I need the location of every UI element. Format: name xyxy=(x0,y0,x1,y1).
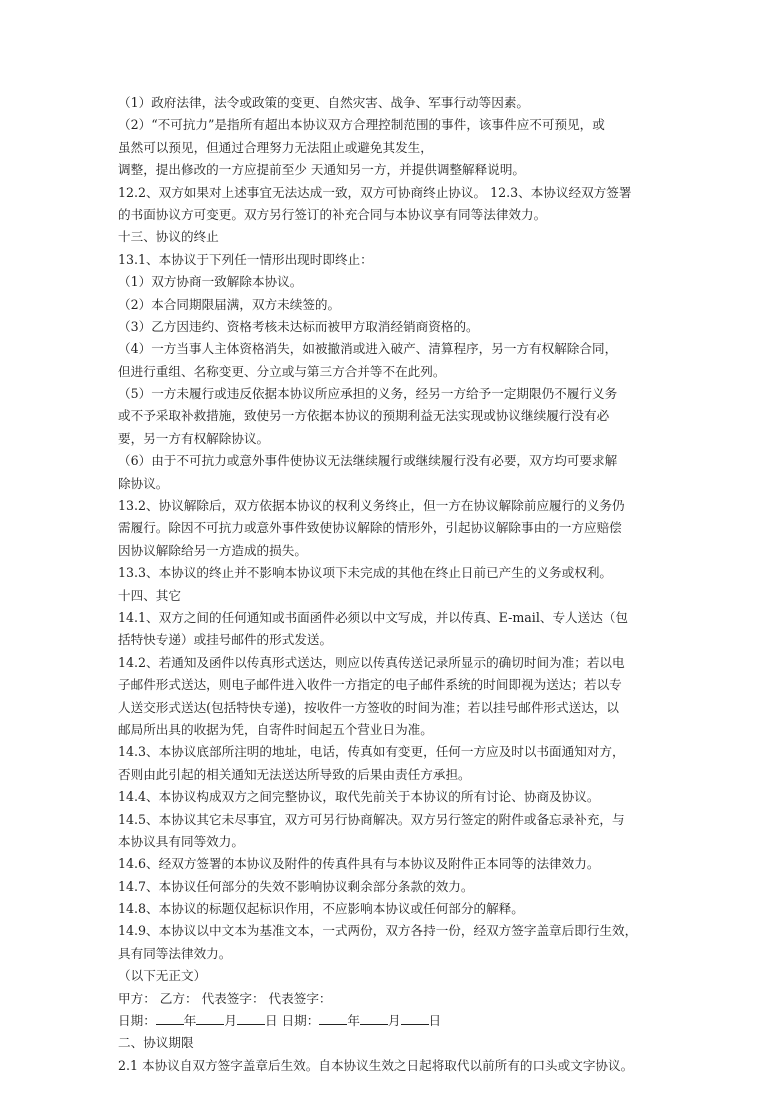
paragraph-line: 需履行。除因不可抗力或意外事件致使协议解除的情形外，引起协议解除事由的一方应赔偿 xyxy=(118,520,622,536)
paragraph-line: 邮局所出具的收据为凭，自寄件时间起五个营业日为准。 xyxy=(118,721,433,737)
paragraph-line: （1）双方协商一致解除本协议。 xyxy=(118,274,303,290)
paragraph-line: 14.1、双方之间的任何通知或书面函件必须以中文写成，并以传真、E-mail、专人送达（包 xyxy=(118,609,629,625)
paragraph-line: 14.7、本协议任何部分的失效不影响协议剩余部分条款的效力。 xyxy=(118,878,474,894)
document-body xyxy=(118,92,668,988)
paragraph-line: 具有同等法律效力。 xyxy=(118,945,232,961)
paragraph-line: （5）一方未履行或违反依据本协议所应承担的义务，经另一方给予一定期限仍不履行义务 xyxy=(118,386,618,402)
paragraph-line: 子邮件形式送达，则电子邮件进入收件一方指定的电子邮件系统的时间即视为送达；若以专 xyxy=(118,677,622,693)
paragraph-line: 14.2、若通知及函件以传真形式送达，则应以传真传送记录所显示的确切时间为准；若以电 xyxy=(118,654,625,670)
document-page xyxy=(118,92,668,1077)
year-blank-1 xyxy=(156,1011,184,1025)
day-label-2: 日 xyxy=(428,1013,442,1029)
paragraph-line: 2.1 本协议自双方签字盖章后生效。自本协议生效之日起将取代以前所有的口头或文字协议。 xyxy=(118,1057,634,1073)
year-label-2: 年 xyxy=(347,1013,360,1029)
month-label-2: 月 xyxy=(387,1013,401,1029)
paragraph-line: 十四、其它 xyxy=(118,587,181,603)
paragraph-line: 13.1、本协议于下列任一情形出现时即终止： xyxy=(118,251,373,267)
paragraph-line: （2）本合同期限届满，双方未续签的。 xyxy=(118,296,341,312)
signature-date-line xyxy=(118,1010,668,1032)
paragraph-line: 14.3、本协议底部所注明的地址，电话，传真如有变更，任何一方应及时以书面通知对方， xyxy=(118,744,625,760)
paragraph-line: （4）一方当事人主体资格消失，如被撤消或进入破产、清算程序，另一方有权解除合同， xyxy=(118,341,618,357)
day-label-1: 日 xyxy=(264,1013,278,1029)
year-blank-2 xyxy=(319,1011,347,1025)
signature-party-line: 甲方： 乙方： 代表签字： 代表签字： xyxy=(118,990,332,1006)
paragraph-line: 但进行重组、名称变更、分立或与第三方合并等不在此列。 xyxy=(118,363,446,379)
paragraph-line: 调整，提出修改的一方应提前至少 天通知另一方，并提供调整解释说明。 xyxy=(118,162,526,178)
paragraph-line: 人送交形式送达(包括特快专递)，按收件一方签收的时间为准；若以挂号邮件形式送达，以 xyxy=(118,699,619,715)
paragraph-line: 14.8、本协议的标题仅起标识作用，不应影响本协议或任何部分的解释。 xyxy=(118,901,524,917)
paragraph-line: 本协议具有同等效力。 xyxy=(118,833,244,849)
paragraph-line: 14.4、本协议构成双方之间完整协议，取代先前关于本协议的所有讨论、协商及协议。 xyxy=(118,789,600,805)
day-blank-2 xyxy=(401,1011,429,1025)
paragraph-line: （以下无正文） xyxy=(118,968,207,984)
year-label-1: 年 xyxy=(183,1013,197,1029)
paragraph-line: 14.9、本协议以中文本为基准文本，一式两份，双方各持一份，经双方签字盖章后即行生效， xyxy=(118,923,638,939)
paragraph-line: 13.3、本协议的终止并不影响本协议项下未完成的其他在终止日前已产生的义务或权利。 xyxy=(118,565,613,581)
paragraph-line: 除协议。 xyxy=(118,475,169,491)
paragraph-line: （3）乙方因违约、资格考核未达标而被甲方取消经销商资格的。 xyxy=(118,318,479,334)
paragraph-line: 的书面协议方可变更。双方另行签订的补充合同与本协议享有同等法律效力。 xyxy=(118,206,547,222)
paragraph-line: 12.2、双方如果对上述事宜无法达成一致，双方可协商终止协议。 12.3、本协议经双方签署 xyxy=(118,184,632,200)
paragraph-line: 13.2、协议解除后，双方依据本协议的权利义务终止，但一方在协议解除前应履行的义务仍 xyxy=(118,498,625,514)
paragraph-line: （6）由于不可抗力或意外事件使协议无法继续履行或继续履行没有必要，双方均可要求解 xyxy=(118,453,618,469)
month-blank-1 xyxy=(196,1011,224,1025)
paragraph-line: 虽然可以预见，但通过合理努力无法阻止或避免其发生， xyxy=(118,139,433,155)
paragraph-line: （2）“不可抗力”是指所有超出本协议双方合理控制范围的事件，该事件应不可预见，或 xyxy=(118,117,605,133)
date-label-2: 日期： xyxy=(281,1013,320,1029)
paragraph-line: 否则由此引起的相关通知无法送达所导致的后果由责任方承担。 xyxy=(118,766,471,782)
date-label-1: 日期： xyxy=(118,1013,156,1029)
paragraph-line: 14.6、经双方签署的本协议及附件的传真件具有与本协议及附件正本同等的法律效力。 xyxy=(118,856,600,872)
paragraph-line: 括特快专递）或挂号邮件的形式发送。 xyxy=(118,632,333,648)
month-blank-2 xyxy=(360,1011,388,1025)
paragraph-line: （1）政府法律，法令或政策的变更、自然灾害、战争、军事行动等因素。 xyxy=(118,95,530,110)
section-heading: 二、协议期限 xyxy=(118,1035,194,1051)
paragraph-line: 十三、协议的终止 xyxy=(118,229,219,245)
paragraph-line: 因协议解除给另一方造成的损失。 xyxy=(118,542,307,558)
month-label-1: 月 xyxy=(224,1013,237,1029)
paragraph-line: 或不予采取补救措施，致使另一方依据本协议的预期利益无法实现或协议继续履行没有必 xyxy=(118,408,610,424)
paragraph-line: 14.5、本协议其它未尽事宜，双方可另行协商解决。双方另行签定的附件或备忘录补充，与 xyxy=(118,811,625,827)
paragraph-line: 要，另一方有权解除协议。 xyxy=(118,430,270,446)
day-blank-1 xyxy=(237,1011,265,1025)
